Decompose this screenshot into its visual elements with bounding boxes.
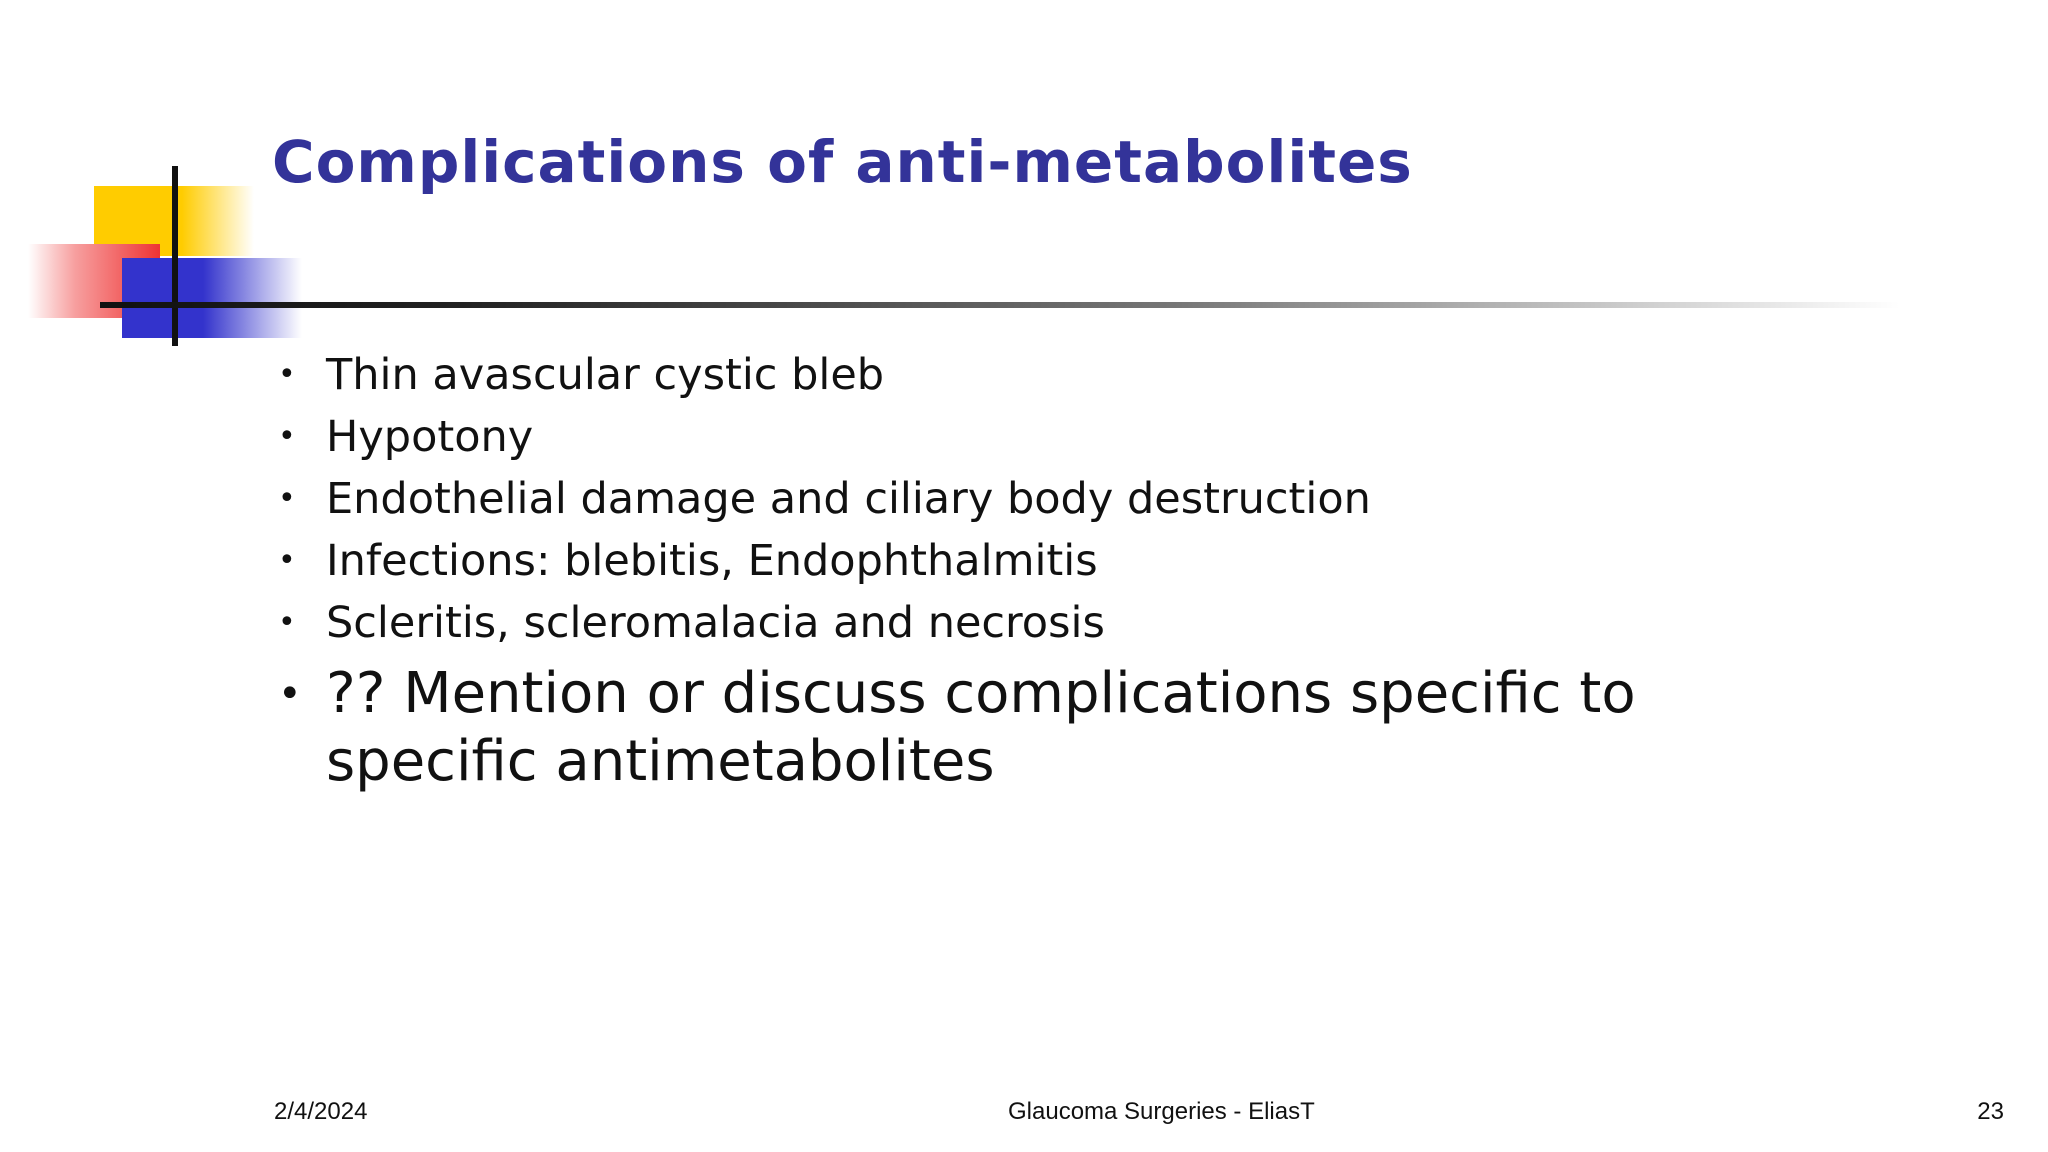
bullet-item <box>272 530 1832 592</box>
decorative-blue-square <box>122 258 302 338</box>
footer-title: Glaucoma Surgeries - EliasT <box>1008 1098 1315 1125</box>
bullet-text: Infections: blebitis, Endophthalmitis <box>326 536 1098 586</box>
bullet-text: Hypotony <box>326 412 534 462</box>
bullet-dot-icon: • <box>278 543 296 578</box>
bullet-dot-icon: • <box>278 357 296 392</box>
bullet-text: ?? Mention or discuss complications specific to specific antimetabolites <box>326 661 1636 794</box>
bullet-dot-icon: • <box>278 419 296 454</box>
bullet-item <box>272 468 1832 530</box>
decorative-vertical-line <box>172 166 178 346</box>
page-number: 23 <box>1977 1098 2004 1125</box>
bullet-text: Scleritis, scleromalacia and necrosis <box>326 598 1105 648</box>
bullet-dot-icon: • <box>278 605 296 640</box>
footer-date: 2/4/2024 <box>274 1098 368 1125</box>
bullet-text: Endothelial damage and ciliary body destruction <box>326 474 1371 524</box>
bullet-item <box>272 660 1832 796</box>
bullet-item <box>272 406 1832 468</box>
slide-title: Complications of anti-metabolites <box>272 128 1413 196</box>
bullet-item <box>272 344 1832 406</box>
bullet-dot-icon: • <box>278 481 296 516</box>
title-divider-line <box>100 302 1900 308</box>
bullet-dot-icon: • <box>278 671 302 717</box>
bullet-text: Thin avascular cystic bleb <box>326 350 885 400</box>
bullet-item <box>272 592 1832 654</box>
bullet-list <box>272 344 1832 796</box>
